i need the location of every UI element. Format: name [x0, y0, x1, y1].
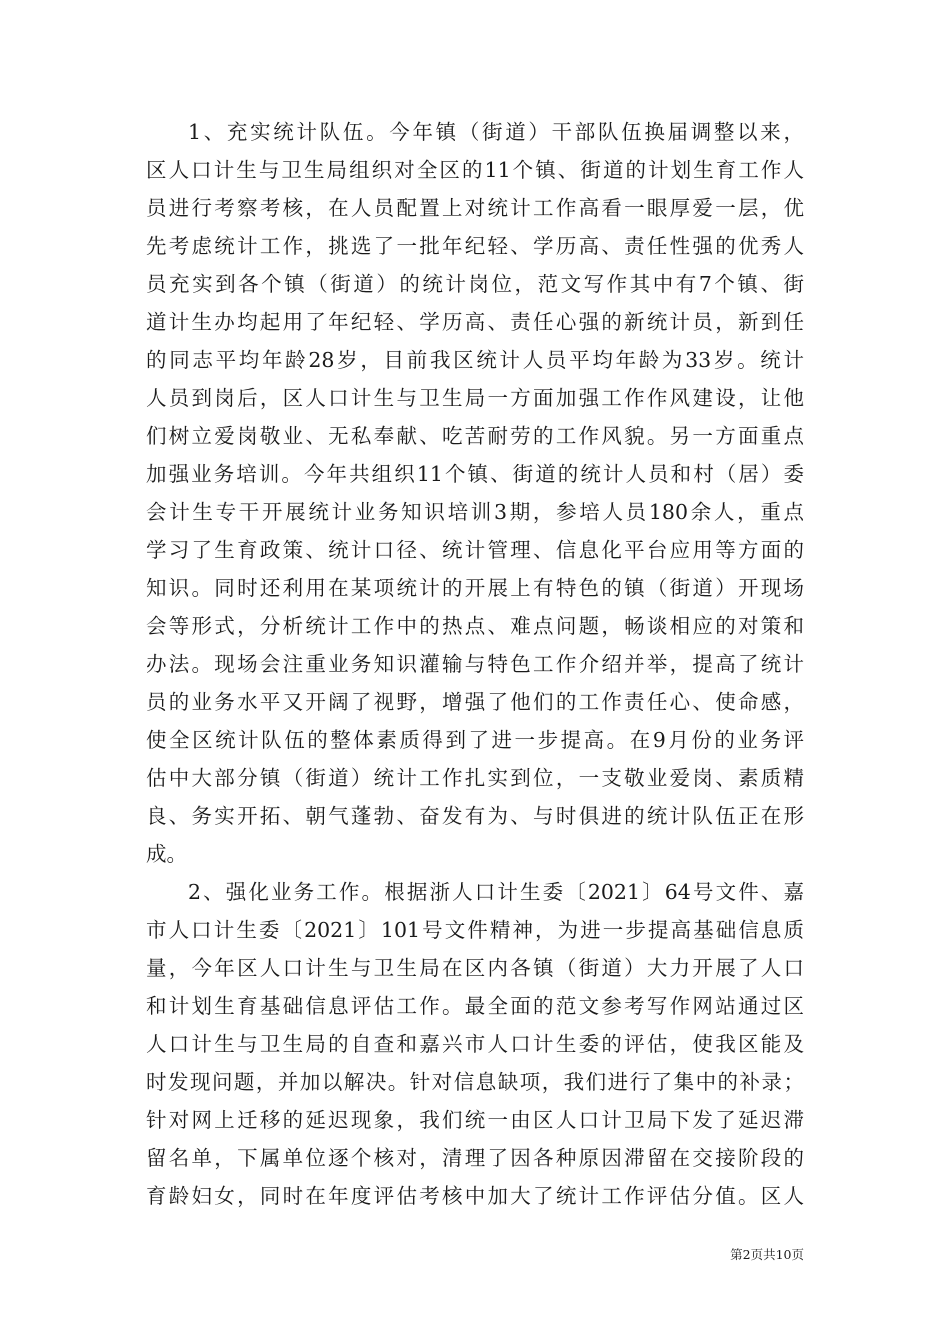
paragraph-1-line-6: 道计生办均起用了年纪轻、学历高、责任心强的新统计员，新到任	[146, 310, 804, 334]
paragraph-1-line-3: 员进行考察考核，在人员配置上对统计工作高看一眼厚爱一层，优	[146, 196, 804, 220]
paragraph-1-line-1: 1、充实统计队伍。今年镇（街道）干部队伍换届调整以来，	[188, 120, 804, 144]
paragraph-2-line-3: 量，今年区人口计生与卫生局在区内各镇（街道）大力开展了人口	[146, 956, 804, 980]
paragraph-1-line-13: 知识。同时还利用在某项统计的开展上有特色的镇（街道）开现场	[146, 576, 804, 600]
paragraph-2-line-1: 2、强化业务工作。根据浙人口计生委〔2021〕64号文件、嘉	[188, 880, 804, 904]
paragraph-1-line-15: 办法。现场会注重业务知识灌输与特色工作介绍并举，提高了统计	[146, 652, 804, 676]
paragraph-1-line-17: 使全区统计队伍的整体素质得到了进一步提高。在9月份的业务评	[146, 728, 804, 752]
paragraph-1-line-9: 们树立爱岗敬业、无私奉献、吃苦耐劳的工作风貌。另一方面重点	[146, 424, 804, 448]
paragraph-1-line-19: 良、务实开拓、朝气蓬勃、奋发有为、与时俱进的统计队伍正在形	[146, 804, 804, 828]
page-number-footer: 第2页共10页	[730, 1247, 804, 1262]
paragraph-2-line-8: 留名单，下属单位逐个核对，清理了因各种原因滞留在交接阶段的	[146, 1146, 804, 1170]
paragraph-2-line-4: 和计划生育基础信息评估工作。最全面的范文参考写作网站通过区	[146, 994, 804, 1018]
paragraph-1-line-14: 会等形式，分析统计工作中的热点、难点问题，畅谈相应的对策和	[146, 614, 804, 638]
paragraph-2-line-2: 市人口计生委〔2021〕101号文件精神，为进一步提高基础信息质	[146, 918, 804, 942]
paragraph-2-line-7: 针对网上迁移的延迟现象，我们统一由区人口计卫局下发了延迟滞	[146, 1108, 804, 1132]
paragraph-1-line-12: 学习了生育政策、统计口径、统计管理、信息化平台应用等方面的	[146, 538, 804, 562]
paragraph-1-line-5: 员充实到各个镇（街道）的统计岗位，范文写作其中有7个镇、街	[146, 272, 804, 296]
paragraph-1-line-11: 会计生专干开展统计业务知识培训3期，参培人员180余人，重点	[146, 500, 804, 524]
paragraph-1-line-16: 员的业务水平又开阔了视野，增强了他们的工作责任心、使命感，	[146, 690, 804, 714]
paragraph-1-line-7: 的同志平均年龄28岁，目前我区统计人员平均年龄为33岁。统计	[146, 348, 804, 372]
paragraph-1-line-2: 区人口计生与卫生局组织对全区的11个镇、街道的计划生育工作人	[146, 158, 804, 182]
paragraph-1-line-18: 估中大部分镇（街道）统计工作扎实到位，一支敬业爱岗、素质精	[146, 766, 804, 790]
paragraph-1-line-4: 先考虑统计工作，挑选了一批年纪轻、学历高、责任性强的优秀人	[146, 234, 804, 258]
paragraph-2-line-6: 时发现问题，并加以解决。针对信息缺项，我们进行了集中的补录；	[146, 1070, 804, 1094]
paragraph-1-line-8: 人员到岗后，区人口计生与卫生局一方面加强工作作风建设，让他	[146, 386, 804, 410]
paragraph-2-line-5: 人口计生与卫生局的自查和嘉兴市人口计生委的评估，使我区能及	[146, 1032, 804, 1056]
paragraph-1-line-10: 加强业务培训。今年共组织11个镇、街道的统计人员和村（居）委	[146, 462, 804, 486]
paragraph-2-line-9: 育龄妇女，同时在年度评估考核中加大了统计工作评估分值。区人	[146, 1184, 804, 1208]
paragraph-1-line-20: 成。	[146, 842, 187, 866]
